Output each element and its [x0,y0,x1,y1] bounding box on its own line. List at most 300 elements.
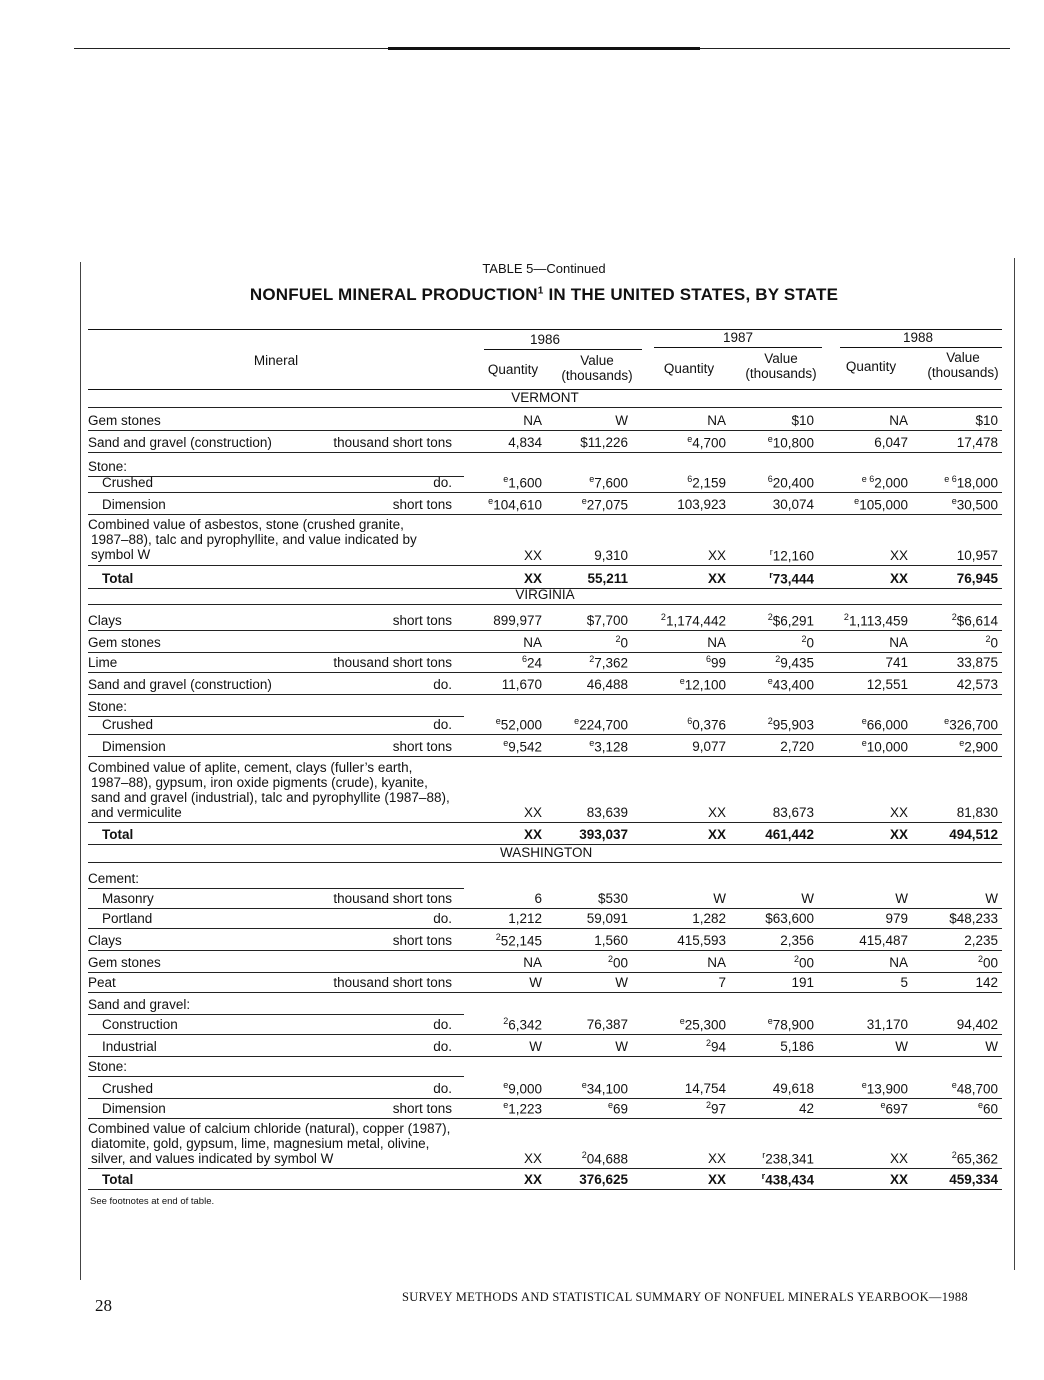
cell-quantity: $^e$9,542 [503,737,542,754]
cell-value: 2,720 [780,739,814,754]
table-row [88,735,1002,755]
total-row [88,823,1002,843]
cell-quantity: W [895,1039,908,1054]
cell-quantity: $^{e 6}$2,000 [861,473,908,490]
row-unit: thousand short tons [333,891,452,906]
cell-quantity: NA [707,635,726,650]
cell-quantity: NA [889,635,908,650]
cell-quantity: $^2$97 [705,1099,726,1116]
footnote-mark: 2 [775,653,781,664]
footnote-mark: e [581,1079,587,1090]
combined-value-row [88,1147,1002,1167]
row-label: Stone: [88,459,128,474]
cell-value: 191 [791,975,814,990]
row-unit: short tons [392,739,452,754]
cell-quantity: $^6$2,159 [687,473,726,490]
footnote-mark: 6 [687,473,693,484]
row-label: Portland [102,911,153,926]
cell-value: 42 [798,1101,814,1116]
header-mineral: Mineral [253,353,299,368]
row-rule [88,604,1002,605]
cell-value: $^{e 6}$18,000 [944,473,998,490]
footnote-mark: e [581,495,587,506]
cell-quantity: $^e$13,900 [861,1079,908,1096]
table-row [88,1077,1002,1097]
header-year-1987: 1987 [722,330,754,345]
cell-quantity: XX [523,827,542,842]
cell-value: $^e$43,400 [767,675,814,692]
cell-quantity: 31,170 [866,1017,908,1032]
cell-quantity: NA [707,955,726,970]
cell-value: 30,074 [772,497,814,512]
cell-quantity: 6 [534,891,542,906]
cell-quantity: $^e$66,000 [861,715,908,732]
cell-quantity: $^e$9,000 [503,1079,542,1096]
row-label: Dimension [102,739,166,754]
header-value: Value (thousands) [561,353,633,383]
table-row [88,907,1002,927]
cell-value: 76,945 [956,571,998,586]
footnote-mark: e [861,1079,867,1090]
combined-label-line: symbol W [91,547,151,562]
row-label: Stone: [88,1059,128,1074]
cell-quantity: 11,670 [501,677,542,692]
cell-value: W [985,891,998,906]
cell-quantity: 741 [885,655,908,670]
header-top-rule [88,329,1002,330]
row-rule [88,452,1002,453]
row-unit: do. [433,911,452,926]
cell-value: 42,573 [956,677,998,692]
cell-quantity: $^2$1,174,442 [660,611,726,628]
combined-label-line: silver, and values indicated by symbol W [91,1151,334,1166]
footnote-mark: 2 [767,715,773,726]
footnote-mark: e [503,737,509,748]
cell-value: 94,402 [956,1017,998,1032]
cell-quantity: XX [707,1172,726,1187]
footnote-mark: e [861,737,867,748]
footnote-mark: 2 [801,633,807,644]
row-unit: do. [433,1081,452,1096]
header-quantity: Quantity [487,362,539,377]
footnote-mark: e 6 [861,473,875,484]
cell-quantity: 7 [718,975,726,990]
cell-quantity: XX [707,805,726,820]
cell-value: 10,957 [956,548,998,563]
cell-quantity: XX [889,571,908,586]
table-row [88,713,1002,733]
footnote-mark: 2 [793,953,799,964]
table-row [88,609,1002,629]
row-label: Peat [88,975,116,990]
row-label: Gem stones [88,413,161,428]
cell-value: 376,625 [579,1172,628,1187]
cell-quantity: $^6$0,376 [687,715,726,732]
cell-quantity: 415,593 [677,933,726,948]
cell-quantity: 9,077 [692,739,726,754]
cell-value: 5,186 [780,1039,814,1054]
cell-quantity: $^2$94 [705,1037,726,1054]
footnote-mark: 2 [660,611,666,622]
row-label: Sand and gravel: [88,997,191,1012]
cell-quantity: XX [889,827,908,842]
row-label: Gem stones [88,955,161,970]
cell-value: $530 [597,891,628,906]
footnote-mark: 6 [521,653,527,664]
footnote-mark: r [762,1149,766,1160]
row-unit: short tons [392,497,452,512]
cell-quantity: NA [523,413,542,428]
cell-value: $^2$00 [977,953,998,970]
cell-value: $^e$78,900 [767,1015,814,1032]
table-row [88,695,1002,715]
cell-quantity: 4,834 [508,435,542,450]
cell-quantity: XX [889,1172,908,1187]
cell-value: 76,387 [586,1017,628,1032]
footnote-mark: 6 [767,473,773,484]
footnote-mark: r [761,1170,766,1181]
footnote-mark: e [679,675,685,686]
header-rule-1987 [654,347,822,348]
combined-label-line: 1987–88), talc and pyrophyllite, and value indicated by [91,532,417,547]
footnote-mark: e [488,495,494,506]
table-row [88,929,1002,949]
cell-value: $^2$9,435 [775,653,814,670]
cell-value: $^2$04,688 [581,1149,628,1166]
cell-quantity: 415,487 [859,933,908,948]
row-label: Sand and gravel (construction) [88,435,272,450]
total-row [88,567,1002,587]
cell-quantity: $^e$52,000 [495,715,542,732]
footnote-mark: e [767,675,773,686]
state-heading: VIRGINIA [515,587,575,602]
cell-value: 9,310 [594,548,628,563]
cell-value: 459,334 [949,1172,998,1187]
cell-value: $^e$224,700 [574,715,628,732]
cell-quantity: W [895,891,908,906]
cell-quantity: $^e$104,610 [488,495,542,512]
table-row [88,673,1002,693]
footnote-mark: e [951,1079,957,1090]
row-label: Crushed [102,1081,154,1096]
table-row [88,493,1002,513]
cell-value: W [615,413,628,428]
cell-quantity: $^e$10,000 [861,737,908,754]
cell-quantity: XX [889,1151,908,1166]
footnote-mark: e [503,1079,509,1090]
cell-quantity: $^2$1,113,459 [843,611,908,628]
cell-quantity: XX [889,805,908,820]
cell-quantity: XX [707,827,726,842]
footnote-mark: e [880,1099,886,1110]
footnote-mark: e [944,715,950,726]
cell-value: $^6$20,400 [767,473,814,490]
cell-quantity: W [529,975,542,990]
page-number: 28 [95,1296,112,1315]
table-row [88,867,1002,887]
row-label: Crushed [102,717,154,732]
total-label: Total [102,827,134,842]
cell-quantity: $^2$52,145 [495,931,542,948]
header-value: Value (thousands) [927,350,999,380]
cell-quantity: XX [523,1151,542,1166]
row-label: Construction [102,1017,178,1032]
row-label: Crushed [102,475,154,490]
cell-quantity: 14,754 [684,1081,726,1096]
footnote-mark: e [589,473,595,484]
footnote-mark: 2 [977,953,983,964]
row-label: Lime [88,655,118,670]
cell-quantity: 1,212 [508,911,542,926]
row-label: Stone: [88,699,128,714]
row-unit: short tons [392,613,452,628]
combined-label-line: diatomite, gold, gypsum, lime, magnesium metal, olivine, [91,1136,430,1151]
total-label: Total [102,571,134,586]
cell-value: 83,673 [772,805,814,820]
table-row [88,1035,1002,1055]
table-row [88,1013,1002,1033]
footnote-mark: e [495,715,501,726]
cell-value: $^e$326,700 [944,715,998,732]
cell-value: $^2$0 [985,633,998,650]
state-heading: WASHINGTON [500,845,593,860]
cell-value: $^r$12,160 [769,546,814,563]
cell-value: $^2$7,362 [589,653,628,670]
combined-value-row [88,801,1002,821]
cell-quantity: $^e$105,000 [854,495,908,512]
row-unit: do. [433,475,452,490]
cell-value: W [801,891,814,906]
footnote-mark: 2 [705,1099,711,1110]
cell-value: 49,618 [772,1081,814,1096]
row-rule [88,565,1002,566]
footnote-mark: 2 [495,931,501,942]
cell-quantity: NA [523,955,542,970]
cell-value: $^2$00 [793,953,814,970]
row-unit: thousand short tons [333,975,452,990]
footnote-mark: 2 [843,611,849,622]
cell-quantity: 6,047 [874,435,908,450]
cell-quantity: NA [889,413,908,428]
cell-quantity: XX [523,805,542,820]
header-rule-1988 [840,347,1002,348]
footnote-mark: e [977,1099,983,1110]
row-label: Sand and gravel (construction) [88,677,272,692]
cell-quantity: W [529,1039,542,1054]
footnote-mark: 2 [581,1149,587,1160]
footnote-mark: 2 [951,611,957,622]
combined-label-line: Combined value of calcium chloride (natural), copper (1987), [88,1121,451,1136]
header-year-1986: 1986 [529,332,561,347]
row-rule [88,862,1002,863]
cell-value: $^r$73,444 [769,569,814,586]
row-label: Gem stones [88,635,161,650]
cell-quantity: W [713,891,726,906]
cell-value: $^2$00 [607,953,628,970]
row-rule [88,1118,1002,1119]
cell-value: $^r$238,341 [762,1149,814,1166]
cell-quantity: 899,977 [493,613,542,628]
cell-quantity: $^e$1,600 [503,473,542,490]
cell-quantity: XX [889,548,908,563]
cell-quantity: 12,551 [866,677,908,692]
footnote-mark: e [854,495,860,506]
cell-value: 17,478 [956,435,998,450]
footnote-mark: e [951,495,957,506]
cell-value: $^e$7,600 [589,473,628,490]
footnote-mark: 2 [985,633,991,644]
footnote-mark: e [767,1015,773,1026]
cell-value: W [985,1039,998,1054]
footnote-mark: 2 [705,1037,711,1048]
cell-value: $63,600 [765,911,814,926]
row-unit: do. [433,677,452,692]
row-label: Dimension [102,1101,166,1116]
cell-value: 393,037 [579,827,628,842]
cell-value: 33,875 [956,655,998,670]
footnote-mark: r [769,569,773,580]
table-caption: TABLE 5—Continued [482,261,606,276]
footnote-mark: e [679,1015,685,1026]
cell-value: 2,356 [780,933,814,948]
cell-value: $^2$\$6,614 [951,611,998,628]
cell-value: $11,226 [580,435,628,450]
cell-value: W [615,975,628,990]
cell-value: $^e$27,075 [581,495,628,512]
combined-label-line: 1987–88), gypsum, iron oxide pigments (crude), kyanite, [91,775,428,790]
table-row [88,951,1002,971]
footnote-mark: r [769,546,773,557]
cell-value: $10 [791,413,814,428]
footnote-mark: e [607,1099,613,1110]
cell-value: W [615,1039,628,1054]
cell-quantity: XX [523,548,542,563]
cell-value: $^2$\$6,291 [767,611,814,628]
footnote-mark: e [574,715,580,726]
combined-value-row [88,544,1002,564]
cell-quantity: 979 [885,911,908,926]
row-label: Masonry [102,891,154,906]
combined-label-line: and vermiculite [91,805,182,820]
cell-quantity: XX [523,1172,542,1187]
footnote-mark: 2 [607,953,613,964]
cell-quantity: 1,282 [692,911,726,926]
table-row [88,651,1002,671]
cell-quantity: NA [889,955,908,970]
cell-quantity: 5 [900,975,908,990]
footnote-mark: 2 [503,1015,509,1026]
footnote-mark: e 6 [944,473,957,484]
table-row [88,993,1002,1013]
cell-value: $^e$60 [977,1099,998,1116]
footnote-mark: 6 [687,715,693,726]
cell-value: 55,211 [587,571,628,586]
row-unit: thousand short tons [333,655,452,670]
cell-quantity: $^6$24 [521,653,542,670]
row-rule [88,514,1002,515]
cell-quantity: 103,923 [677,497,726,512]
combined-label-line: Combined value of asbestos, stone (crushed granite, [88,517,404,532]
state-heading: VERMONT [511,390,579,405]
table-row [88,971,1002,991]
combined-label-line: sand and gravel (industrial), talc and pyrophyllite (1987–88), [91,790,450,805]
footnote: See footnotes at end of table. [90,1196,215,1207]
cell-value: $^2$0 [801,633,814,650]
cell-quantity: XX [707,548,726,563]
footnote-mark: 6 [705,653,711,664]
footnote-mark: e [861,715,867,726]
left-margin-line [80,262,81,1280]
header-quantity: Quantity [663,361,715,376]
row-label: Cement: [88,871,140,886]
table-row [88,887,1002,907]
cell-quantity: $^2$6,342 [503,1015,542,1032]
total-row [88,1168,1002,1188]
row-rule [88,1189,1002,1190]
combined-label-line: Combined value of aplite, cement, clays (fuller’s earth, [88,760,413,775]
footnote-mark: e [503,1099,509,1110]
running-head: SURVEY METHODS AND STATISTICAL SUMMARY OF NONFUEL MINERALS YEARBOOK—1988 [402,1290,968,1304]
cell-value: 1,560 [594,933,628,948]
footnote-mark: e [767,433,773,444]
cell-quantity: $^e$697 [880,1099,908,1116]
cell-value: $^2$95,903 [767,715,814,732]
cell-value: $7,700 [586,613,628,628]
cell-quantity: $^e$25,300 [679,1015,726,1032]
footnote-mark: e [959,737,965,748]
row-unit: short tons [392,933,452,948]
right-margin-line [1014,258,1015,1270]
header-year-1988: 1988 [902,330,934,345]
cell-value: 461,442 [765,827,814,842]
footnote-mark: e [589,737,595,748]
cell-value: $^r$438,434 [761,1170,814,1187]
cell-value: $48,233 [949,911,998,926]
cell-value: 46,488 [586,677,628,692]
header-quantity: Quantity [845,359,897,374]
cell-value: $^e$48,700 [951,1079,998,1096]
cell-value: 2,235 [964,933,998,948]
cell-quantity: NA [707,413,726,428]
row-label: Industrial [102,1039,157,1054]
table-row [88,431,1002,451]
row-rule [88,756,1002,757]
cell-value: $10 [975,413,998,428]
cell-value: 494,512 [949,827,998,842]
header-value: Value (thousands) [745,351,817,381]
cell-quantity: XX [707,571,726,586]
total-label: Total [102,1172,134,1187]
row-unit: short tons [392,1101,452,1116]
top-rule-thick [388,47,700,50]
cell-value: $^e$10,800 [767,433,814,450]
cell-quantity: NA [523,635,542,650]
cell-value: $^2$65,362 [951,1149,998,1166]
cell-value: $^e$2,900 [959,737,998,754]
cell-value: 59,091 [586,911,628,926]
cell-value: $^e$3,128 [589,737,628,754]
cell-value: $^e$69 [607,1099,628,1116]
cell-quantity: $^e$12,100 [679,675,726,692]
footnote-mark: 2 [615,633,621,644]
cell-quantity: $^6$99 [705,653,726,670]
row-label: Clays [88,933,122,948]
cell-value: 83,639 [586,805,628,820]
row-label: Dimension [102,497,166,512]
row-unit: do. [433,1039,452,1054]
table-row [88,1055,1002,1075]
footnote-mark: e [503,473,509,484]
